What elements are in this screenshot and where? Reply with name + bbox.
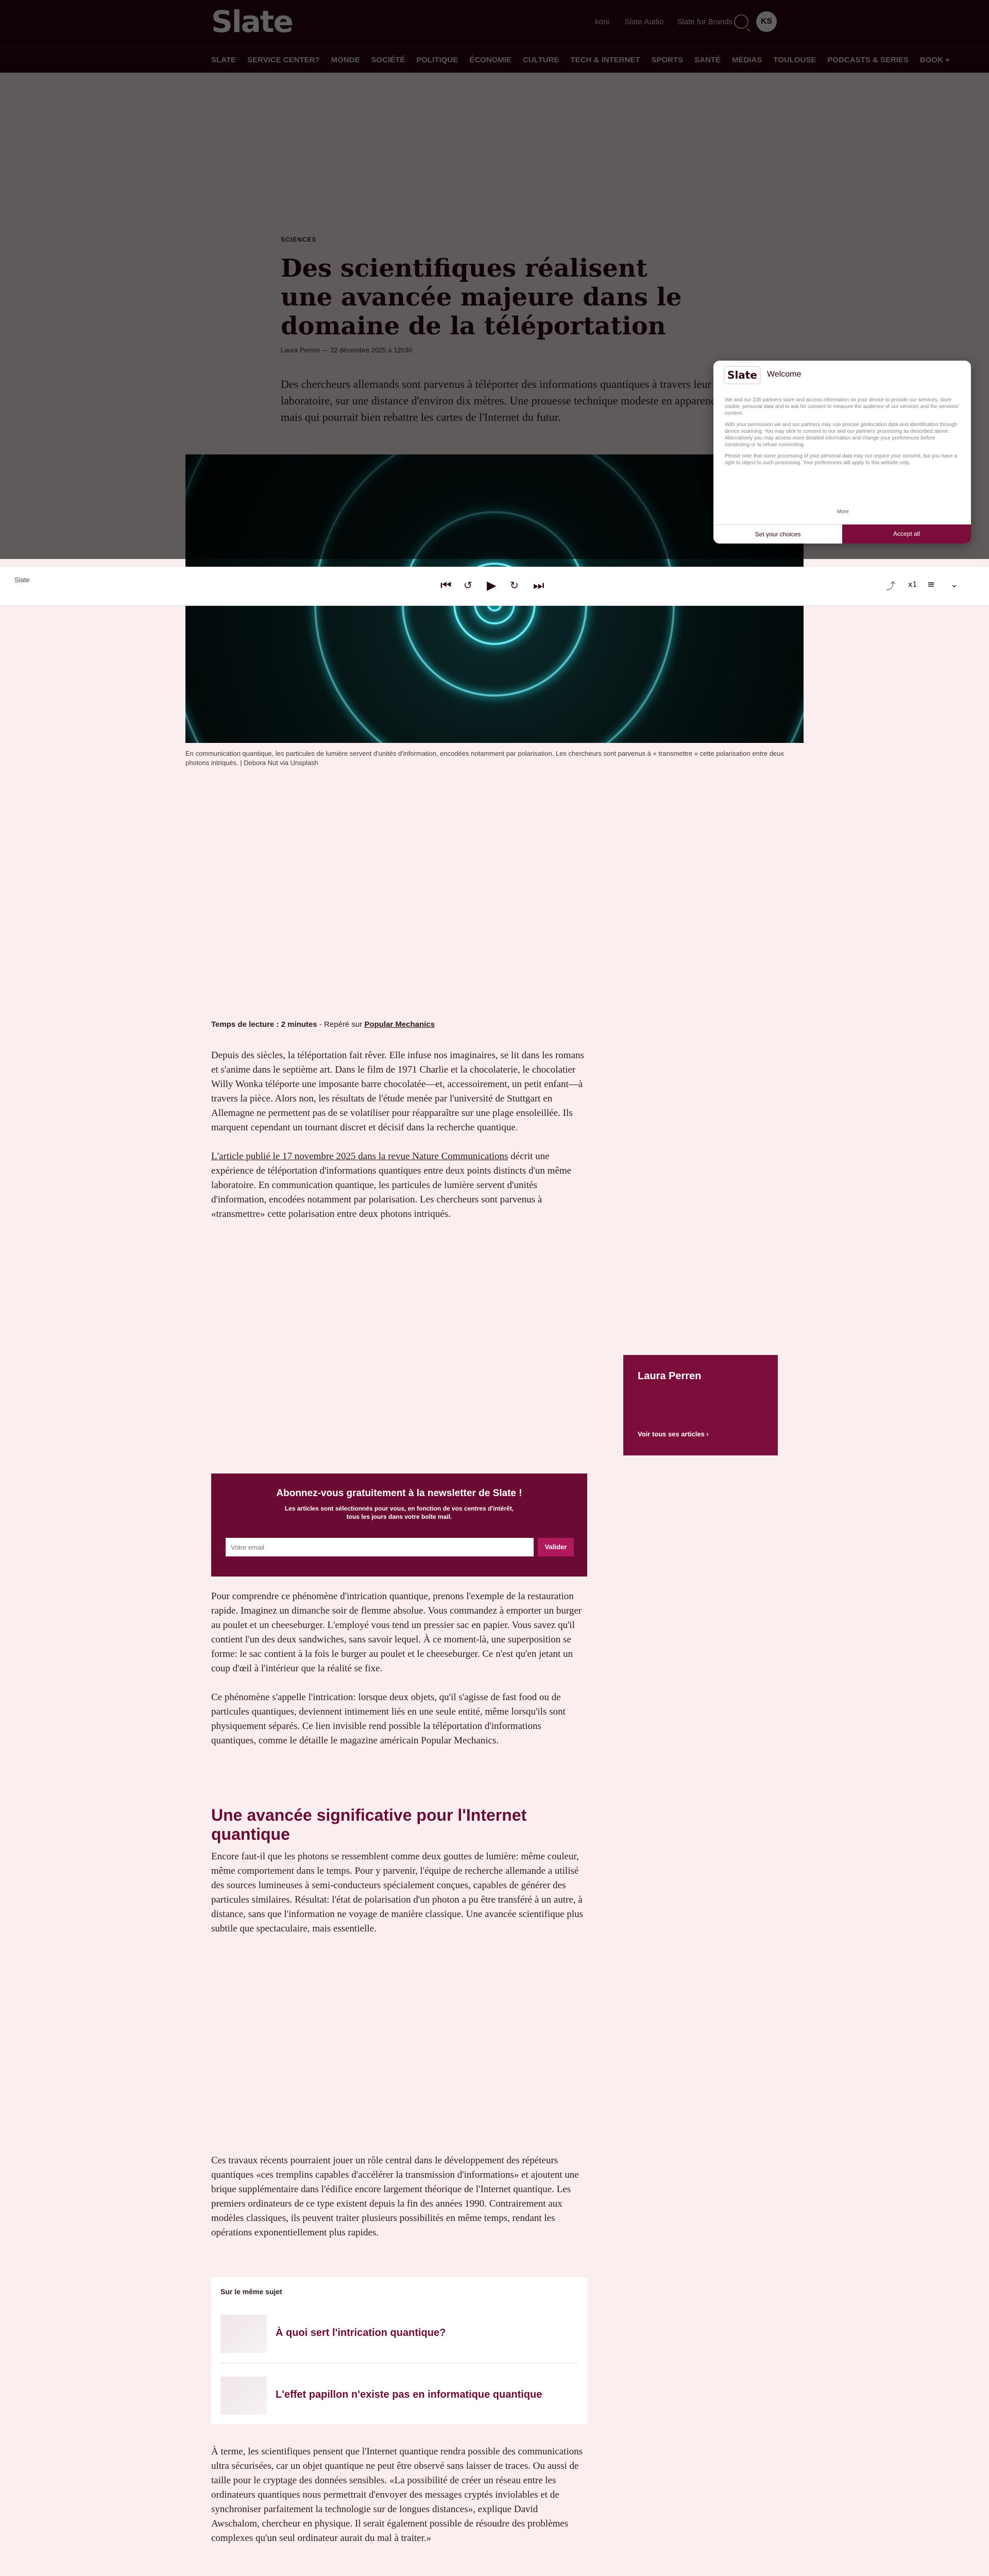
paragraph: Ces travaux récents pourraient jouer un rôle central dans le développement des répéteurs quantiques «ces tremplins capables d'accélérer la transmission d'informations» et ajoutent une brique supplémentaire dans l'édifice encore largement théorique de l'Internet quantique. Les premiers ordinateurs de ce type existent depuis la fin des années 1990. Contrairement aux modèles classiques, ils peuvent traiter plusieurs possibilités en même temps, rendant les opérations exponentiellement plus rapides. [211,2155,579,2238]
related-item[interactable] [211,2367,587,2424]
consent-more-link[interactable]: More [837,509,849,515]
article-body [211,2154,587,2255]
paragraph: À terme, les scientifiques pensent que l'Internet quantique rendra possible des communications ultra sécurisées, car un objet quantique ne peut être observé sans laisser de traces. Ou aussi de taille pour le cryptage des données sensibles. «La possibilité de créer un réseau entre les ordinateurs quantiques nous permettrait d'envoyer des messages cryptés inviolables et de synchroniser parfaitement la technologie sur de longues distances», explique David Awschalom, chercheur en physique. Il serait également possible de résoudre des problèmes complexes qu'un seul ordinateur aurait du mal à traiter.» [211,2446,583,2544]
article-body [211,2445,587,2560]
play-icon[interactable]: ▶ [487,578,497,592]
consent-paragraph: We and our 235 partners store and access information on your device to provide our services, store cookie, personal data and to ask for consent to measure the audience of our services and the services' content. [725,397,959,416]
related-item[interactable] [211,2306,587,2362]
paragraph: Depuis des siècles, la téléportation fait rêver. Elle infuse nos imaginaires, se lit dans les romans et s'anime dans le septième art. Dans le film de 1971 Charlie et la chocolaterie, le chocolatier Willy Wonka téléporte une imposante barre chocolatée—et, accessoirement, un petit enfant—à travers la pièce. Alors non, les résultats de l'étude menée par l'université de Stuttgart en Allemagne ne permettent pas de se volatiliser pour réapparaître sur une plage ensoleillée. Ils marquent cependant un tournant discret et décisif dans la recherche quantique. [211,1050,584,1133]
author-name: Laura Perren [638,1370,702,1382]
list-icon[interactable]: ≡ [927,579,935,590]
skip-back-icon[interactable]: ⏮ [440,578,452,592]
consent-paragraph: With your permission we and our partners may use precise geolocation data and identification through device scanning. You may click to consent to our and our partners' processing as described above. Alternatively you may access more detailed information and change your preferences before consenting or to refuse consenting. [725,422,958,448]
related-articles [211,2277,587,2424]
paragraph: Ce phénomène s'appelle l'intrication: lorsque deux objets, qu'il s'agisse de fast food ou de particules quantiques, deviennent intimement liés en une seule entité, même lorsqu'ils sont physiquement séparés. Ce lien invisible rend possible la téléportation d'informations quantiques, comme le détaille le magazine américain Popular Mechanics. [211,1692,566,1746]
newsletter-title: Abonnez-vous gratuitement à la newsletter de Slate ! [276,1488,522,1499]
related-title: Sur le même sujet [220,2287,282,2296]
article-body [211,1589,587,1762]
hero-caption: En communication quantique, les particules de lumière servent d'unités d'information, encodées notamment par polarisation. Les chercheurs sont parvenus à « transmettre » cette polarisation entre deux photons intriqués. | Debora Nut via Unsplash [185,750,784,767]
consent-text [725,397,960,471]
rewind-icon[interactable]: ↺ [464,579,472,591]
consent-choices-button[interactable]: Set your choices [713,524,842,544]
speed-control[interactable]: x1 [908,581,917,589]
forward-icon[interactable]: ↻ [510,579,519,591]
consent-logo: Slate [724,366,761,384]
related-thumbnail [220,2377,267,2415]
collapse-icon[interactable]: ⌄ [950,579,959,590]
consent-title: Welcome [767,370,802,379]
share-icon[interactable]: ⤴ [886,581,895,592]
paragraph: Pour comprendre ce phénomène d'intrication quantique, prenons l'exemple de la restauration rapide. Imaginez un dimanche soir de flemme absolue. Vous commandez à emporter un burger au poulet et un cheeseburger. L'employé vous tend un pressier sac en papier. Vous savez qu'il contient l'un des deux sandwiches, sans savoir lequel. À ce moment-là, une superposition se forme: le sac contient à la fois le burger au poulet et le cheeseburger. Ce n'est qu'en jetant un coup d'œil à l'intérieur que la réalité se fixe. [211,1591,582,1674]
consent-dialog [713,361,971,544]
consent-accept-button[interactable]: Accept all [842,524,971,544]
author-card[interactable] [623,1355,778,1455]
audio-player [0,567,989,606]
article-body [211,1850,587,1951]
source-link[interactable]: Popular Mechanics [364,1020,435,1029]
newsletter-email-input[interactable] [226,1538,534,1556]
section-heading: Une avancée significative pour l'Internet quantique [211,1806,527,1843]
skip-forward-icon[interactable]: ⏭ [533,578,544,592]
study-link[interactable]: L'article publié le 17 novembre 2025 dans la revue Nature Communications [211,1151,508,1162]
newsletter-subtitle: Les articles sont sélectionnés pour vous, en fonction de vos centres d'intérêt, tous les jours dans votre boîte mail. [284,1505,514,1520]
related-item-title[interactable]: L'effet papillon n'existe pas en informatique quantique [276,2389,542,2400]
newsletter-submit-button[interactable]: Valider [538,1538,574,1556]
consent-paragraph: Please note that some processing of your personal data may not require your consent, but you have a right to object to such processing. Your preferences will apply to this website only. [725,453,957,466]
paragraph: Encore faut-il que les photons se ressemblent comme deux gouttes de lumière: même couleur, même comportement dans le temps. Pour y parvenir, l'équipe de recherche allemande a utilisé des sources lumineuses à semi-conducteurs spécialement conçues, capables de générer des particules similaires. Résultat: l'état de polarisation d'un photon a pu être transféré à un autre, à distance, sans que l'information ne voyage de manière classique. Une avancée scientifique plus subtile que spectaculaire, mais essentielle. [211,1851,583,1934]
newsletter-box [211,1473,587,1577]
player-logo: Slate [14,576,30,584]
related-item-title[interactable]: À quoi sert l'intrication quantique? [276,2327,446,2338]
read-time: Temps de lecture : 2 minutes - Repéré sur Popular Mechanics [211,1020,435,1029]
paragraph: L'article publié le 17 novembre 2025 dans la revue Nature Communications décrit une expérience de téléportation d'informations quantiques entre deux points distincts d'un même laboratoire. En communication quantique, les particules de lumière servent d'unités d'information, encodées notamment par polarisation. Les chercheurs sont parvenus à «transmettre» cette polarisation entre deux photons intriqués. [211,1151,572,1219]
author-articles-link[interactable]: Voir tous ses articles › [638,1430,709,1438]
related-thumbnail [220,2315,267,2353]
article-body [211,1048,587,1236]
